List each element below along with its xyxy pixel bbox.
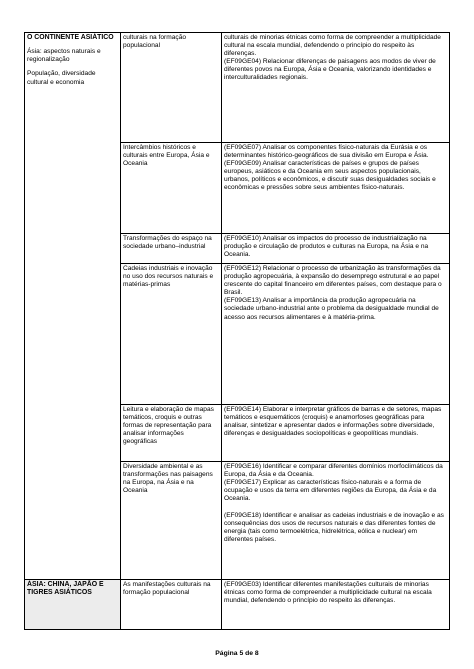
- knowledge-object-cell: Transformações do espaço na sociedade urbano–industrial: [121, 234, 222, 264]
- skill-cell: [222, 143, 450, 234]
- skill-cell: [222, 264, 450, 405]
- skill-text: (EF09GE07) Analisar os componentes físico-naturais da Eurásia e os determinantes histórico-geográficos de sua divisão em Europa e Ásia. (EF09GE09) Analisar características de países e grupos de países europeus, asiáticos e da Oceania em seus aspectos populacionais, urbanos, políticos e econômicos, e discutir suas desigualdades sociais e econômicas e pressões sobre seus ambientes físico-naturais.: [224, 144, 436, 192]
- knowledge-object-cell: Cadeias industriais e inovação no uso dos recursos naturais e matérias-primas: [121, 264, 222, 405]
- skill-cell: [222, 462, 450, 580]
- knowledge-object-cell: Intercâmbios históricos e culturais entre Europa, Ásia e Oceania: [121, 143, 222, 234]
- curriculum-table: [24, 32, 450, 630]
- unit-title: ÁSIA: CHINA, JAPÃO E TIGRES ASIÁTICOS: [27, 581, 104, 597]
- skill-text: (EF09GE16) Identificar e comparar diferentes domínios morfoclimáticos da Europa, da Ásia e da Oceania. (EF09GE17) Explicar as características físico-naturais e a forma de ocupação e usos da terra em diferentes regiões da Europa, da Ásia e da Oceania. (EF09GE18) Identificar e analisar as cadeias industriais e de inovação e as consequências dos usos de recursos naturais e das diferentes fontes de energia (tais como termoelétrica, hidrelétrica, eólica e nuclear) em diferentes países.: [224, 463, 444, 543]
- skill-text: culturais de minorias étnicas como forma de compreender a multiplicidade cultural na escala mundial, defendendo o princípio do respeito às diferenças. (EF09GE04) Relacionar diferenças de paisagens aos modos de viver de diferentes povos na Europa, Ásia e Oceania, valorizando identidades e interculturalidades regionais.: [224, 34, 441, 82]
- skill-text: (EF09GE10) Analisar os impactos do processo de industrialização na produção e circulação de produtos e culturas na Europa, na Ásia e na Oceania.: [224, 235, 429, 259]
- unit-subtopic: Ásia: aspectos naturais e regionalização: [27, 48, 101, 64]
- unit-cell: [25, 580, 121, 630]
- knowledge-object-cell: culturais na formação populacional: [121, 33, 222, 143]
- unit-subtopic: População, diversidade cultural e economia: [27, 70, 96, 86]
- table-row: [25, 580, 450, 630]
- knowledge-object-cell: Diversidade ambiental e as transformações nas paisagens na Europa, na Ásia e na Oceania: [121, 462, 222, 580]
- skill-text: (EF09GE12) Relacionar o processo de urbanização às transformações da produção agropecuária, à expansão do desemprego estrutural e ao papel crescente do capital financeiro em diferentes países, com destaque para o Brasil. (EF09GE13) Analisar a importância da produção agropecuária na sociedade urbano-industrial ante o problema da desigualdade mundial de acesso aos recursos alimentares e à matéria-prima.: [224, 265, 442, 321]
- skill-cell: [222, 234, 450, 264]
- skill-cell: [222, 405, 450, 462]
- skill-cell: [222, 580, 450, 630]
- knowledge-object-cell: As manifestações culturais na formação populacional: [121, 580, 222, 630]
- unit-title: O CONTINENTE ASIÁTICO: [27, 34, 114, 41]
- unit-cell: [25, 33, 121, 580]
- skill-cell: [222, 33, 450, 143]
- knowledge-object-cell: Leitura e elaboração de mapas temáticos, croquis e outras formas de representação para analisar informações geográficas: [121, 405, 222, 462]
- skill-text: (EF09GE14) Elaborar e interpretar gráficos de barras e de setores, mapas temáticos e esquemáticos (croquis) e anamorfoses geográficas para analisar, sintetizar e apresentar dados e informações sobre diversidade, diferenças e desigualdades sociopolíticas e geopolíticas mundiais.: [224, 406, 442, 438]
- page-number: Página 5 de 8: [215, 650, 259, 657]
- table-row: [25, 33, 450, 143]
- skill-text: (EF09GE03) Identificar diferentes manifestações culturais de minorias étnicas como forma de compreender a multiplicidade cultural na escala mundial, defendendo o princípio do respeito às diferenças.: [224, 581, 432, 605]
